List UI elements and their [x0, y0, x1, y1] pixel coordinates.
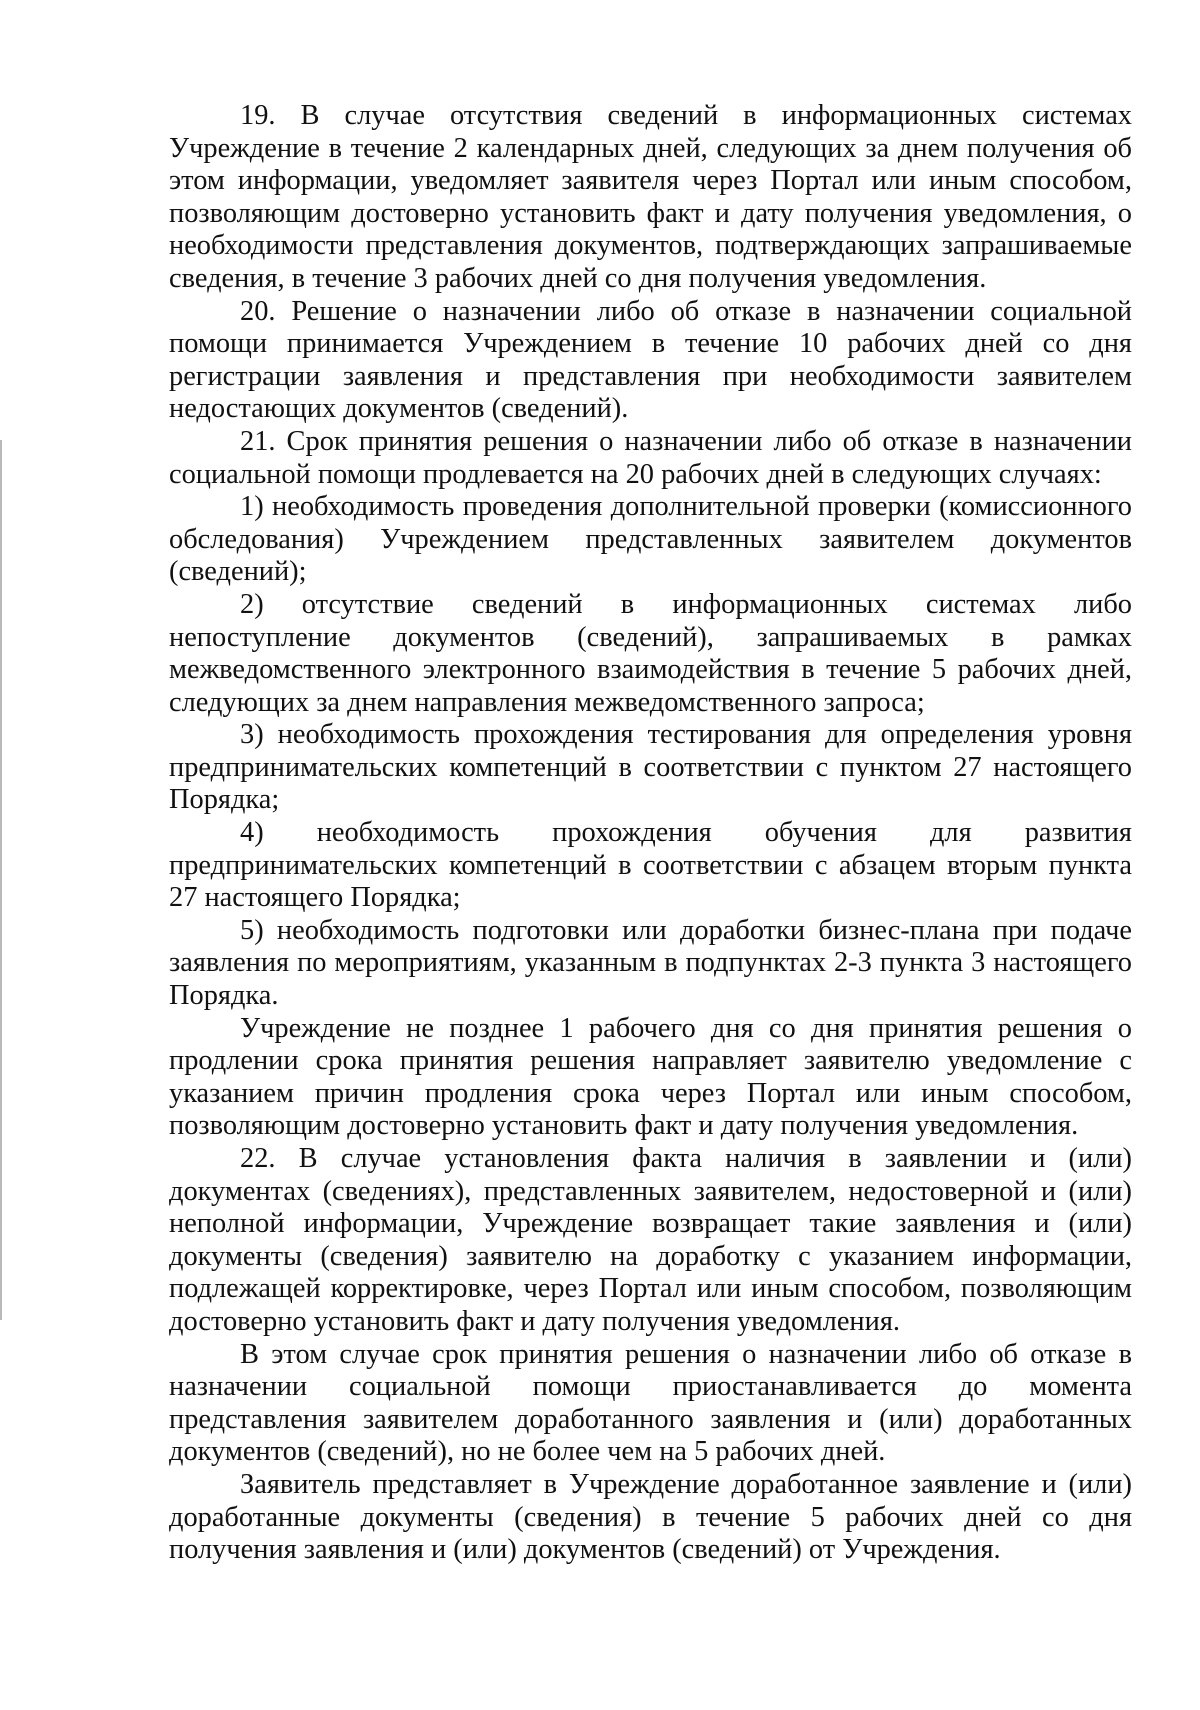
document-body	[169, 100, 1132, 1567]
list-item-21-3: 3) необходимость прохождения тестирования для определения уровня предпринимательских компетенций в соответствии с пунктом 27 настоящего Порядка;	[169, 719, 1132, 816]
paragraph-21-notice: Учреждение не позднее 1 рабочего дня со дня принятия решения о продлении срока принятия решения направляет заявителю уведомление с указанием причин продления срока через Портал или иным способом, позволяющим достоверно установить факт и дату получения уведомления.	[169, 1012, 1132, 1142]
list-item-21-2: 2) отсутствие сведений в информационных системах либо непоступление документов (сведений), запрашиваемых в рамках межведомственного электронного взаимодействия в течение 5 рабочих дней, следующих за днем направления межведомственного запроса;	[169, 588, 1132, 718]
list-item-21-1: 1) необходимость проведения дополнительной проверки (комиссионного обследования) Учреждением представленных заявителем документов (сведений);	[169, 491, 1132, 588]
paragraph-22-resubmission: Заявитель представляет в Учреждение доработанное заявление и (или) доработанные документы (сведения) в течение 5 рабочих дней со дня получения заявления и (или) документов (сведений) от Учреждения.	[169, 1468, 1132, 1566]
paragraph-22-suspension: В этом случае срок принятия решения о назначении либо об отказе в назначении социальной помощи приостанавливается до момента представления заявителем доработанного заявления и (или) доработанных документов (сведений), но не более чем на 5 рабочих дней.	[169, 1338, 1132, 1468]
paragraph-22: 22. В случае установления факта наличия в заявлении и (или) документах (сведениях), представленных заявителем, недостоверной и (или) неполной информации, Учреждение возвращает такие заявления и (или) документы (сведения) заявителю на доработку с указанием информации, подлежащей корректировке, через Портал или иным способом, позволяющим достоверно установить факт и дату получения уведомления.	[169, 1143, 1132, 1337]
list-item-21-5: 5) необходимость подготовки или доработки бизнес-плана при подаче заявления по мероприятиям, указанным в подпунктах 2-3 пункта 3 настоящего Порядка.	[169, 914, 1132, 1012]
paragraph-19: 19. В случае отсутствия сведений в информационных системах Учреждение в течение 2 календарных дней, следующих за днем получения об этом информации, уведомляет заявителя через Портал или иным способом, позволяющим достоверно установить факт и дату получения уведомления, о необходимости представления документов, подтверждающих запрашиваемые сведения, в течение 3 рабочих дней со дня получения уведомления.	[169, 100, 1132, 294]
paragraph-21: 21. Срок принятия решения о назначении либо об отказе в назначении социальной помощи продлевается на 20 рабочих дней в следующих случаях:	[169, 425, 1132, 490]
list-item-21-4: 4) необходимость прохождения обучения для развития предпринимательских компетенций в соответствии с абзацем вторым пункта 27 настоящего Порядка;	[169, 817, 1132, 914]
scan-edge-line	[0, 440, 2, 1320]
paragraph-20: 20. Решение о назначении либо об отказе в назначении социальной помощи принимается Учреждением в течение 10 рабочих дней со дня регистрации заявления и представления при необходимости заявителем недостающих документов (сведений).	[169, 295, 1132, 425]
